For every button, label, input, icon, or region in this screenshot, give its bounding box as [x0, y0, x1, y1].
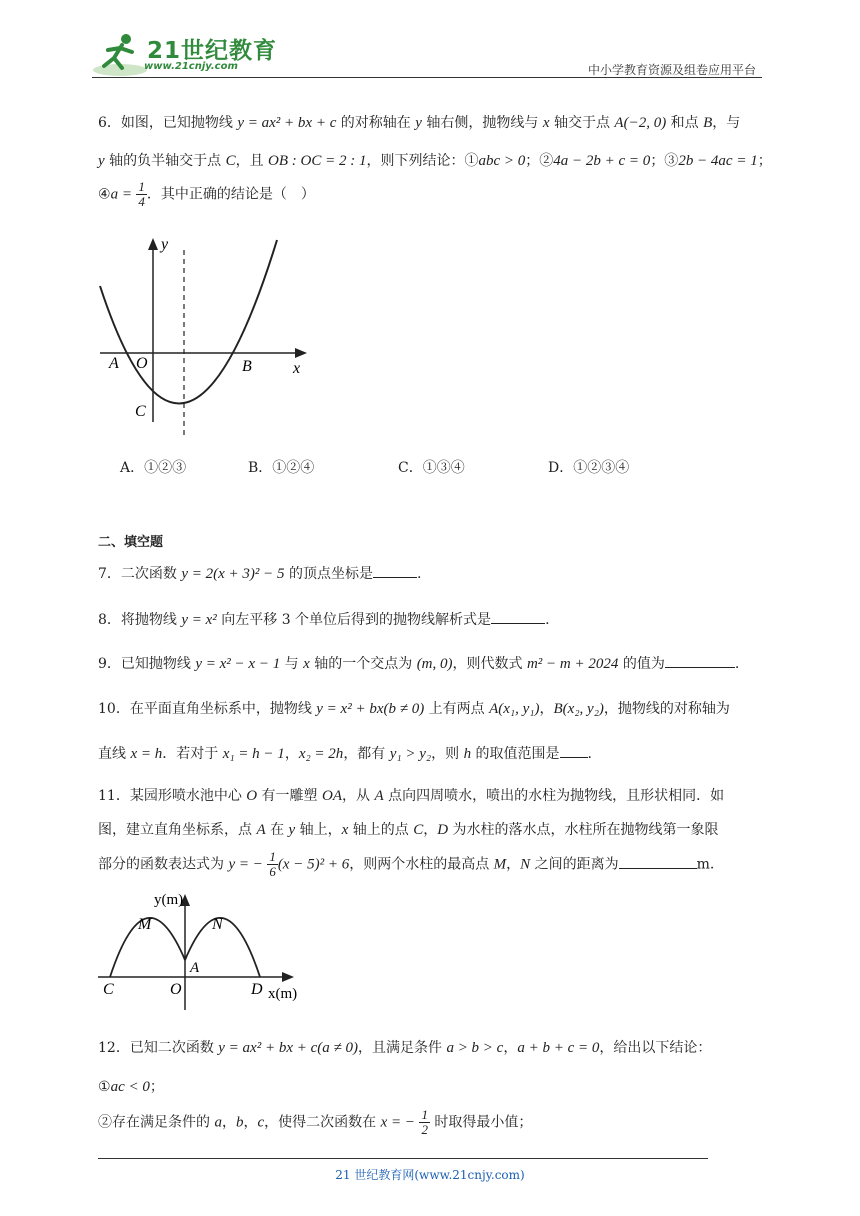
- q11-line-2: 图，建立直角坐标系，点 A 在 y 轴上，x 轴上的点 C，D 为水柱的落水点，水柱所在抛物线第一象限: [98, 822, 719, 838]
- point-c-label: C: [135, 403, 146, 420]
- point-a-label: A: [109, 355, 119, 372]
- q9-line: 9．已知抛物线 y = x² − x − 1 与 x 轴的一个交点为 (m, 0)，则代数式 m² − m + 2024 的值为 .: [98, 653, 739, 673]
- runner-logo-icon: [92, 30, 147, 78]
- footer-divider: [98, 1158, 708, 1159]
- fraction-one-half: $\frac{1}{2}$: [421, 1107, 428, 1137]
- q11-line-1: 11．某园形喷水池中心 O 有一雕塑 OA，从 A 点向四周喷水，喷出的水柱为抛物线，且形状相同．如: [98, 788, 725, 804]
- choice-a: A．①②③: [120, 460, 187, 476]
- fraction-one-quarter: $\frac{1}{4}$: [138, 179, 145, 209]
- x-axis-arrow: [282, 972, 294, 982]
- q10-line-2: 直线 x = h．若对于 x₁ = h − 1，x₂ = 2h，都有 y₁ > y₂，则 h 的取值范围是 .: [98, 743, 592, 763]
- point-n-label: N: [212, 916, 223, 933]
- answer-blank: [665, 653, 735, 668]
- x-axis-label: x: [293, 360, 301, 377]
- answer-blank: [491, 609, 545, 624]
- x-axis-label: x(m): [268, 986, 298, 1002]
- answer-blank: [560, 743, 588, 758]
- fraction-one-sixth: $\frac{1}{6}$: [269, 849, 276, 879]
- y-axis-label: y(m): [154, 892, 184, 908]
- point-m-label: M: [138, 916, 152, 933]
- answer-blank: [373, 563, 417, 578]
- choice-d: D．①②③④: [548, 460, 630, 476]
- q11-line-3: 部分的函数表达式为 y = − $\frac{1}{6}$ (x − 5)² + 6，则两个水柱的最高点 M，N 之间的距离为 m.: [98, 849, 715, 879]
- footer-text: 21 世纪教育网(www.21cnjy.com): [335, 1168, 525, 1182]
- q12-line-3: ②存在满足条件的 a，b，c，使得二次函数在 x = − $\frac{1}{2}$ 时取得最小值；: [98, 1107, 533, 1137]
- q7-line: 7．二次函数 y = 2(x + 3)² − 5 的顶点坐标是 .: [98, 563, 421, 583]
- choice-b: B．①②④: [248, 460, 315, 476]
- point-c-label: C: [103, 981, 114, 998]
- answer-blank: [619, 854, 697, 869]
- y-axis-label: y: [161, 236, 169, 253]
- q11-fountain-graph: [96, 888, 311, 1013]
- q6-line-2: y 轴的负半轴交于点 C，且 OB : OC = 2 : 1，则下列结论：①abc > 0；②4a − 2b + c = 0；③2b − 4ac = 1；: [98, 153, 772, 169]
- q10-line-1: 10．在平面直角坐标系中，抛物线 y = x² + bx(b ≠ 0) 上有两点 A(x₁, y₁)，B(x₂, y₂)，抛物线的对称轴为: [98, 701, 730, 717]
- origin-label: O: [170, 981, 182, 998]
- q12-line-1: 12．已知二次函数 y = ax² + bx + c(a ≠ 0)，且满足条件 a > b > c，a + b + c = 0，给出以下结论：: [98, 1040, 712, 1056]
- q6-line-1: 6．如图，已知抛物线 y = ax² + bx + c 的对称轴在 y 轴右侧，抛物线与 x 轴交于点 A(−2, 0) 和点 B，与: [98, 115, 741, 131]
- logo-url: www.21cnjy.com: [144, 61, 238, 72]
- header-platform-name: 中小学教育资源及组卷应用平台: [587, 63, 756, 77]
- point-b-label: B: [242, 358, 252, 375]
- origin-label: O: [136, 355, 148, 372]
- q12-line-2: ①ac < 0；: [98, 1079, 164, 1095]
- header-divider: [92, 77, 762, 78]
- choice-c: C．①③④: [398, 460, 465, 476]
- logo-text: 21世纪教育: [147, 38, 278, 64]
- q6-line-3: ④a = $\frac{1}{4}$ ．其中正确的结论是（ ）: [98, 179, 315, 209]
- section-title: 二、填空题: [98, 535, 164, 550]
- q6-parabola-graph: [95, 232, 315, 442]
- point-d-label: D: [251, 981, 263, 998]
- site-logo: [92, 30, 278, 80]
- point-a-label: A: [190, 960, 200, 976]
- parabola-curve: [100, 240, 277, 403]
- q8-line: 8．将抛物线 y = x² 向左平移 3 个单位后得到的抛物线解析式是 .: [98, 609, 550, 629]
- y-axis-arrow: [148, 238, 158, 250]
- x-axis-arrow: [295, 348, 307, 358]
